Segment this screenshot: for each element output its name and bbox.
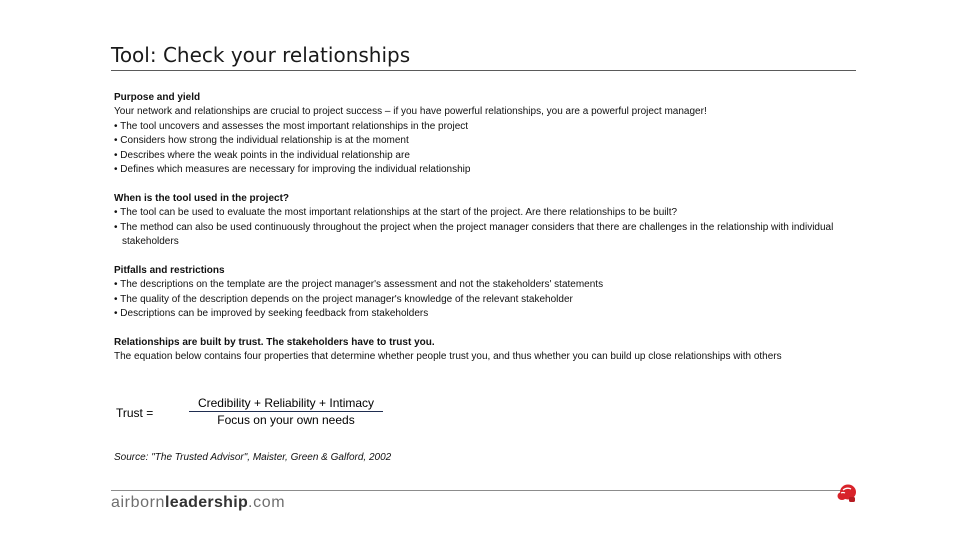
section-heading: When is the tool used in the project?: [114, 192, 290, 204]
bullet-item: • The quality of the description depends on the project manager's knowledge of the relevant stakeholder: [114, 293, 573, 305]
equation-lhs: Trust =: [116, 406, 154, 420]
equation-fraction: [188, 396, 384, 428]
body-content: [114, 91, 854, 379]
logo-main: leadership: [165, 494, 249, 511]
equation-numerator: Credibility + Reliability + Intimacy: [197, 396, 375, 410]
section-text: Your network and relationships are crucial to project success – if you have powerful relationships, you are a powerful project manager!: [114, 106, 707, 118]
bullet-item: • The tool can be used to evaluate the most important relationships at the start of the project. Are there relationships to be built?: [114, 207, 678, 219]
brand-logo: [111, 494, 285, 512]
equation-denominator: Focus on your own needs: [217, 413, 355, 427]
footer-divider: [111, 490, 846, 491]
section-heading: Pitfalls and restrictions: [114, 264, 225, 276]
section-when-used: [114, 192, 854, 250]
bullet-item: • Describes where the weak points in the individual relationship are: [114, 149, 410, 161]
section-purpose: [114, 91, 854, 177]
trust-equation: [116, 396, 416, 432]
section-heading: Purpose and yield: [114, 92, 201, 103]
logo-prefix: airborn: [111, 494, 166, 511]
logo-suffix: .com: [248, 494, 286, 511]
bullet-item: • Descriptions can be improved by seeking feedback from stakeholders: [114, 308, 429, 320]
title-divider: [111, 70, 856, 71]
source-citation: Source: "The Trusted Advisor", Maister, Green & Galford, 2002: [114, 452, 392, 463]
bullet-item: • The descriptions on the template are the project manager's assessment and not the stakeholders' statements: [114, 279, 604, 291]
bullet-item: • Considers how strong the individual relationship is at the moment: [114, 135, 409, 147]
section-text: The equation below contains four properties that determine whether people trust you, and thus whether you can build up close relationships with others: [114, 351, 782, 363]
boxing-glove-icon: [834, 480, 860, 506]
bullet-item: • Defines which measures are necessary for improving the individual relationship: [114, 164, 471, 176]
section-heading: Relationships are built by trust. The stakeholders have to trust you.: [114, 336, 435, 348]
section-pitfalls: [114, 264, 854, 322]
bullet-item: • The method can also be used continuously throughout the project when the project manager considers that there are challenges in the relationship with individual stakeholders: [114, 221, 834, 248]
bullet-item: • The tool uncovers and assesses the most important relationships in the project: [114, 120, 469, 132]
page-title: Tool: Check your relationships: [111, 43, 411, 67]
section-trust: [114, 336, 854, 365]
